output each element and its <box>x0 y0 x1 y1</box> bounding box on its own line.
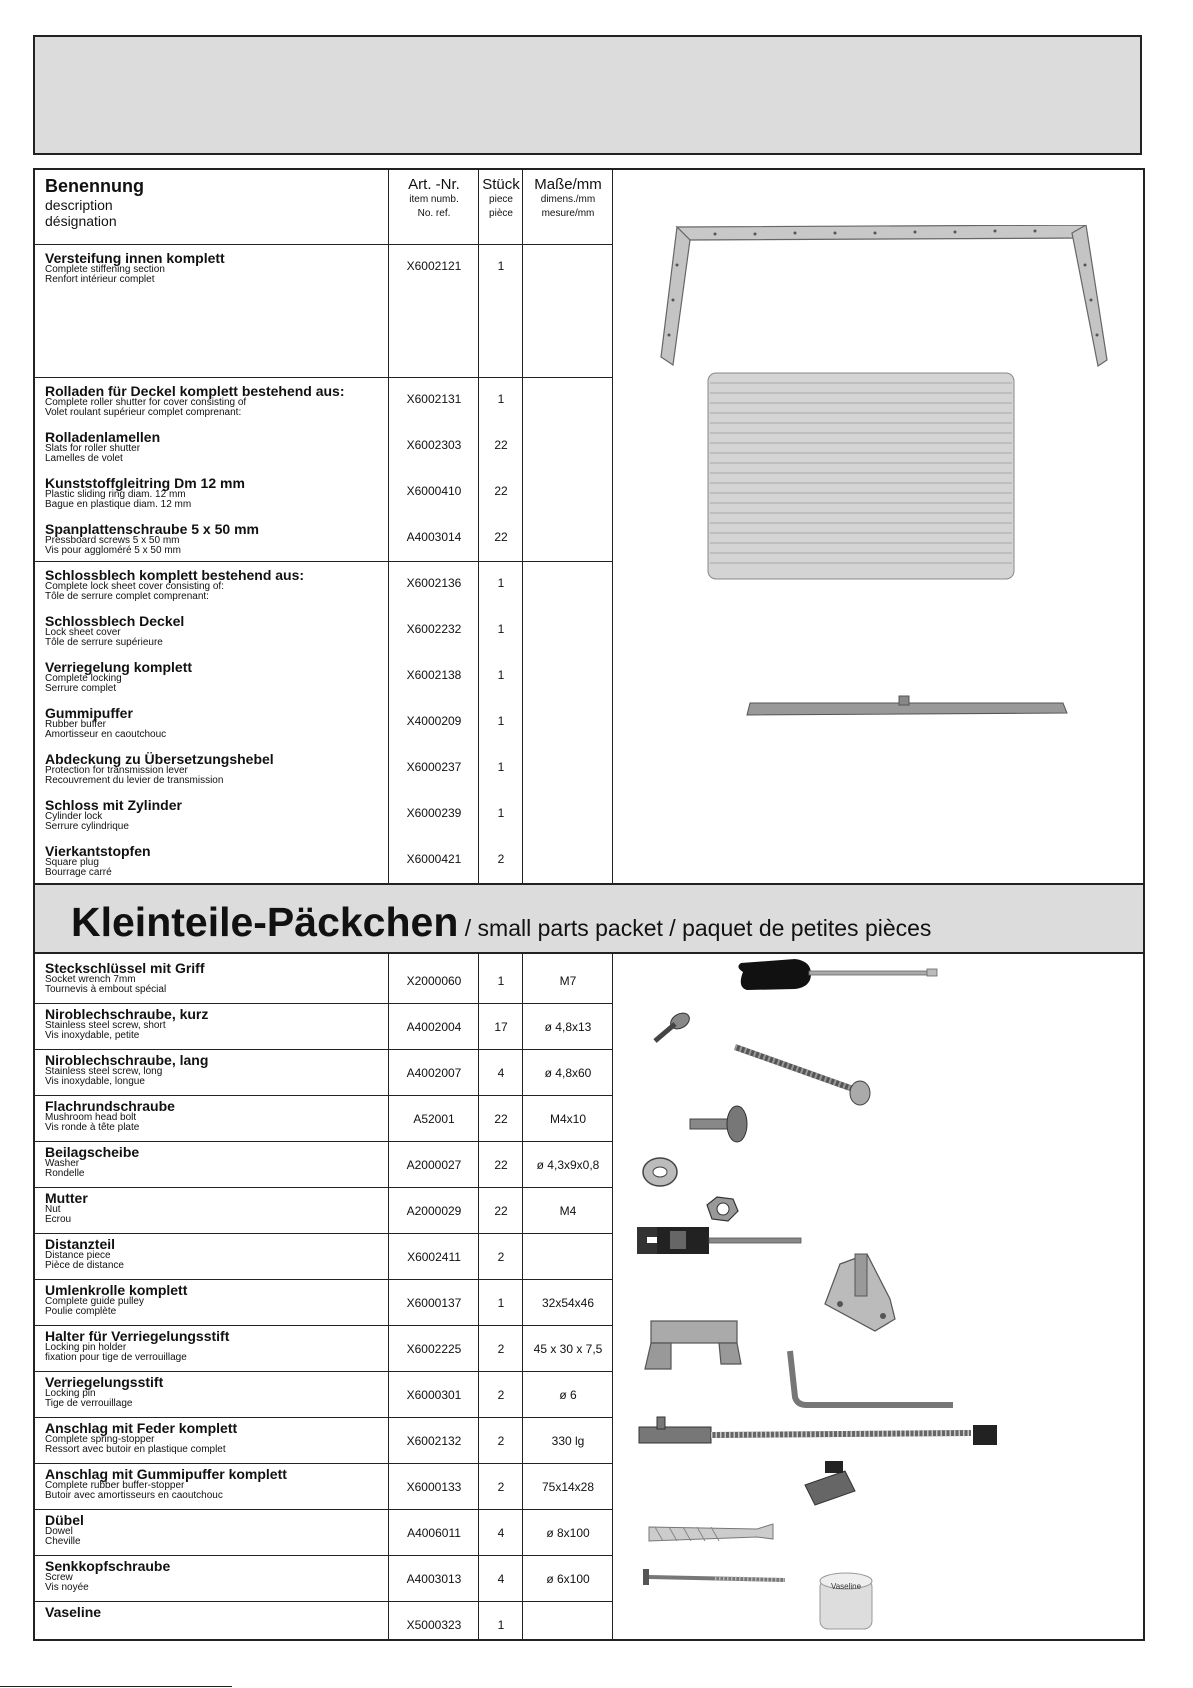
item-name-en: Stainless steel screw, long <box>45 1066 163 1077</box>
item-article: X6002136 <box>406 576 462 590</box>
item-name-fr: Butoir avec amortisseurs en caoutchouc <box>45 1490 223 1501</box>
mushroom-bolt-icon <box>690 1106 747 1142</box>
item-name-fr: Bague en plastique diam. 12 mm <box>45 499 192 510</box>
item-name-de: Verriegelung komplett <box>45 659 193 675</box>
rubber-buffer-stopper-icon <box>805 1461 855 1505</box>
distance-piece-icon <box>637 1227 801 1254</box>
item-name-de: Niroblechschraube, kurz <box>45 1006 209 1022</box>
item-name-de: Steckschlüssel mit Griff <box>45 960 205 976</box>
item-dimensions: ø 6 <box>559 1388 577 1402</box>
item-name-en: Nut <box>45 1204 61 1215</box>
item-name-de: Schlossblech komplett bestehend aus: <box>45 567 305 583</box>
countersunk-screw-icon <box>643 1569 785 1585</box>
item-dimensions: ø 6x100 <box>546 1572 590 1586</box>
item-dimensions: 45 x 30 x 7,5 <box>533 1342 603 1356</box>
item-article: A4002007 <box>406 1066 462 1080</box>
item-dimensions: 75x14x28 <box>541 1480 595 1494</box>
item-dimensions: M4 <box>559 1204 577 1218</box>
short-screw-icon <box>655 1010 692 1041</box>
item-name-en: Plastic sliding ring diam. 12 mm <box>45 489 186 500</box>
item-article: X6002225 <box>406 1342 462 1356</box>
item-quantity: 22 <box>494 438 508 452</box>
item-name-en: Complete guide pulley <box>45 1296 144 1307</box>
item-name-fr: Ressort avec butoir en plastique complet <box>45 1444 226 1455</box>
item-name-en: Lock sheet cover <box>45 627 121 638</box>
item-quantity: 22 <box>494 1204 508 1218</box>
item-article: X6000301 <box>406 1388 462 1402</box>
item-name-en: Distance piece <box>45 1250 111 1261</box>
header-quantity-fr: pièce <box>489 208 513 219</box>
small-parts-banner <box>33 885 1145 952</box>
item-name-en: Complete stiffening section <box>45 264 165 275</box>
item-name-fr: Recouvrement du levier de transmission <box>45 775 224 786</box>
item-article: X6000137 <box>406 1296 462 1310</box>
item-name-en: Slats for roller shutter <box>45 443 141 454</box>
banner-title: Kleinteile-Päckchen <box>71 899 459 945</box>
item-quantity: 22 <box>494 530 508 544</box>
item-name-fr: Vis ronde à tête plate <box>45 1122 140 1133</box>
small-parts-table <box>33 952 1145 1641</box>
item-name-de: Flachrundschraube <box>45 1098 175 1114</box>
item-article: X2000060 <box>406 974 462 988</box>
header-quantity-en: piece <box>489 194 513 205</box>
locking-pin-holder-icon <box>645 1321 741 1369</box>
item-name-de: Rolladenlamellen <box>45 429 161 445</box>
item-quantity: 2 <box>497 1434 505 1448</box>
header-name-en: description <box>45 197 113 213</box>
header-name-de: Benennung <box>45 176 144 196</box>
item-quantity: 1 <box>497 760 505 774</box>
item-name-en: Complete rubber buffer-stopper <box>45 1480 185 1491</box>
item-name-fr: Poulie complète <box>45 1306 117 1317</box>
item-quantity: 1 <box>497 1296 505 1310</box>
item-name-fr: Cheville <box>45 1536 81 1547</box>
header-dimensions-en: dimens./mm <box>540 194 596 205</box>
item-article: X6002131 <box>406 392 462 406</box>
header-quantity-de: Stück <box>482 176 520 193</box>
item-article: X6002303 <box>406 438 462 452</box>
item-name-fr: Volet roulant supérieur complet comprenant: <box>45 407 242 418</box>
item-name-de: Anschlag mit Gummipuffer komplett <box>45 1466 287 1482</box>
item-name-en: Dowel <box>45 1526 73 1537</box>
item-name-fr: Lamelles de volet <box>45 453 123 464</box>
item-name-fr: Vis inoxydable, petite <box>45 1030 140 1041</box>
item-quantity: 2 <box>497 852 505 866</box>
item-article: X6000237 <box>406 760 462 774</box>
item-article: X6000239 <box>406 806 462 820</box>
item-name-en: Complete spring-stopper <box>45 1434 155 1445</box>
item-dimensions: ø 4,8x60 <box>544 1066 592 1080</box>
item-name-fr: Tige de verrouillage <box>45 1398 133 1409</box>
item-name-en: Screw <box>45 1572 73 1583</box>
item-quantity: 17 <box>494 1020 508 1034</box>
vaseline-jar-icon <box>820 1573 872 1629</box>
item-name-fr: Renfort intérieur complet <box>45 274 155 285</box>
item-quantity: 2 <box>497 1388 505 1402</box>
item-name-en: Complete locking <box>45 673 122 684</box>
item-article: A4006011 <box>407 1526 461 1540</box>
item-article: A4002004 <box>406 1020 462 1034</box>
item-article: X6002411 <box>407 1250 461 1264</box>
item-name-fr: Bourrage carré <box>45 867 112 878</box>
item-name-fr: fixation pour tige de verrouillage <box>45 1352 187 1363</box>
item-name-de: Gummipuffer <box>45 705 133 721</box>
item-name-en: Pressboard screws 5 x 50 mm <box>45 535 180 546</box>
item-quantity: 1 <box>497 974 505 988</box>
item-article: X6002138 <box>406 668 462 682</box>
item-quantity: 1 <box>497 259 505 273</box>
roller-shutter-icon <box>708 373 1014 579</box>
item-quantity: 4 <box>497 1572 505 1586</box>
item-article: X5000323 <box>406 1618 462 1632</box>
item-name-fr: Serrure complet <box>45 683 117 694</box>
item-quantity: 22 <box>494 1112 508 1126</box>
item-dimensions: ø 8x100 <box>546 1526 590 1540</box>
header-box <box>33 35 1142 155</box>
item-quantity: 4 <box>497 1066 505 1080</box>
item-name-en: Socket wrench 7mm <box>45 974 136 985</box>
item-name-de: Abdeckung zu Übersetzungshebel <box>45 751 274 767</box>
item-name-fr: Pièce de distance <box>45 1260 124 1271</box>
locking-pin-icon <box>790 1351 953 1405</box>
long-screw-icon <box>735 1047 870 1105</box>
item-article: A52001 <box>413 1112 455 1126</box>
header-article-de: Art. -Nr. <box>408 176 460 193</box>
spring-stopper-icon <box>639 1417 997 1445</box>
item-name-de: Vaseline <box>45 1604 102 1620</box>
item-quantity: 1 <box>497 806 505 820</box>
parts-table-main <box>33 168 1145 885</box>
item-dimensions: 32x54x46 <box>541 1296 595 1310</box>
item-name-de: Spanplattenschraube 5 x 50 mm <box>45 521 259 537</box>
item-name-en: Protection for transmission lever <box>45 765 188 776</box>
item-name-en: Mushroom head bolt <box>45 1112 137 1123</box>
item-article: X4000209 <box>406 714 462 728</box>
item-article: X6000410 <box>406 484 462 498</box>
nut-icon <box>707 1197 738 1221</box>
item-quantity: 2 <box>497 1250 505 1264</box>
item-name-fr: Tôle de serrure complet comprenant: <box>45 591 209 602</box>
item-article: X6000421 <box>406 852 462 866</box>
item-name-en: Stainless steel screw, short <box>45 1020 166 1031</box>
item-article: X6002121 <box>406 259 462 273</box>
item-quantity: 1 <box>497 622 505 636</box>
header-dimensions-de: Maße/mm <box>534 176 602 193</box>
item-name-fr: Vis inoxydable, longue <box>45 1076 145 1087</box>
item-article: X6002232 <box>406 622 462 636</box>
item-name-en: Square plug <box>45 857 99 868</box>
item-name-fr: Vis noyée <box>45 1582 89 1593</box>
header-article-column <box>389 176 479 221</box>
header-article-fr: No. ref. <box>417 208 451 219</box>
item-name-de: Vierkantstopfen <box>45 843 151 859</box>
item-name-de: Distanzteil <box>45 1236 116 1252</box>
item-dimensions: 330 lg <box>551 1434 585 1448</box>
item-article: A4003013 <box>406 1572 462 1586</box>
item-name-de: Dübel <box>45 1512 84 1528</box>
item-name-en: Locking pin holder <box>45 1342 127 1353</box>
item-name-de: Beilagscheibe <box>45 1144 140 1160</box>
item-name-fr: Ecrou <box>45 1214 72 1225</box>
item-name-fr: Amortisseur en caoutchouc <box>45 729 167 740</box>
item-article: X6002132 <box>406 1434 462 1448</box>
header-article-en: item numb. <box>409 194 459 205</box>
stiffening-frame-right-icon <box>1072 225 1107 366</box>
item-quantity: 2 <box>497 1342 505 1356</box>
dowel-icon <box>649 1524 773 1541</box>
item-quantity: 1 <box>497 668 505 682</box>
item-quantity: 4 <box>497 1526 505 1540</box>
item-name-de: Kunststoffgleitring Dm 12 mm <box>45 475 245 491</box>
item-quantity: 2 <box>497 1480 505 1494</box>
header-name-column <box>45 176 144 229</box>
item-name-de: Halter für Verriegelungsstift <box>45 1328 230 1344</box>
item-name-de: Rolladen für Deckel komplett bestehend aus: <box>45 383 345 399</box>
item-name-en: Rubber buffer <box>45 719 106 730</box>
item-name-de: Versteifung innen komplett <box>45 250 225 266</box>
item-name-de: Anschlag mit Feder komplett <box>45 1420 238 1436</box>
item-dimensions: ø 4,8x13 <box>544 1020 592 1034</box>
item-name-en: Cylinder lock <box>45 811 103 822</box>
washer-icon <box>643 1158 677 1186</box>
parts-illustration-main <box>655 225 1125 815</box>
item-name-de: Schlossblech Deckel <box>45 613 185 629</box>
item-name-fr: Tôle de serrure supérieure <box>45 637 163 648</box>
item-quantity: 22 <box>494 1158 508 1172</box>
item-dimensions: ø 4,3x9x0,8 <box>536 1158 600 1172</box>
item-name-en: Washer <box>45 1158 80 1169</box>
item-quantity: 1 <box>497 714 505 728</box>
item-name-en: Locking pin <box>45 1388 96 1399</box>
stiffening-frame-left-icon <box>661 227 690 365</box>
item-name-en: Complete lock sheet cover consisting of: <box>45 581 224 592</box>
item-name-fr: Rondelle <box>45 1168 85 1179</box>
item-name-fr: Tournevis à embout spécial <box>45 984 167 995</box>
item-quantity: 1 <box>497 392 505 406</box>
header-name-fr: désignation <box>45 213 117 229</box>
banner-subtitle: / small parts packet / paquet de petites pièces <box>458 915 932 941</box>
stiffening-frame-top-icon <box>677 225 1086 240</box>
small-parts-illustration <box>635 959 1115 1634</box>
item-name-fr: Vis pour aggloméré 5 x 50 mm <box>45 545 181 556</box>
item-name-fr: Serrure cylindrique <box>45 821 129 832</box>
item-name-de: Verriegelungsstift <box>45 1374 164 1390</box>
footer-rule <box>0 1686 232 1687</box>
item-article: A4003014 <box>406 530 462 544</box>
header-dimensions-fr: mesure/mm <box>541 208 595 219</box>
item-quantity: 22 <box>494 484 508 498</box>
item-dimensions: M7 <box>559 974 577 988</box>
socket-wrench-icon <box>738 959 937 990</box>
item-name-de: Senkkopfschraube <box>45 1558 171 1574</box>
item-quantity: 1 <box>497 576 505 590</box>
item-article: A2000029 <box>406 1204 462 1218</box>
item-article: X6000133 <box>406 1480 462 1494</box>
item-name-de: Mutter <box>45 1190 88 1206</box>
item-dimensions: M4x10 <box>549 1112 587 1126</box>
header-dimensions-column <box>523 176 613 221</box>
item-article: A2000027 <box>406 1158 462 1172</box>
item-name-de: Niroblechschraube, lang <box>45 1052 209 1068</box>
item-quantity: 1 <box>497 1618 505 1632</box>
guide-pulley-icon <box>825 1254 895 1331</box>
header-quantity-column <box>479 176 523 221</box>
vaseline-label: Vaseline <box>830 1582 862 1591</box>
item-name-en: Complete roller shutter for cover consisting of <box>45 397 247 408</box>
item-name-de: Schloss mit Zylinder <box>45 797 182 813</box>
item-name-de: Umlenkrolle komplett <box>45 1282 188 1298</box>
